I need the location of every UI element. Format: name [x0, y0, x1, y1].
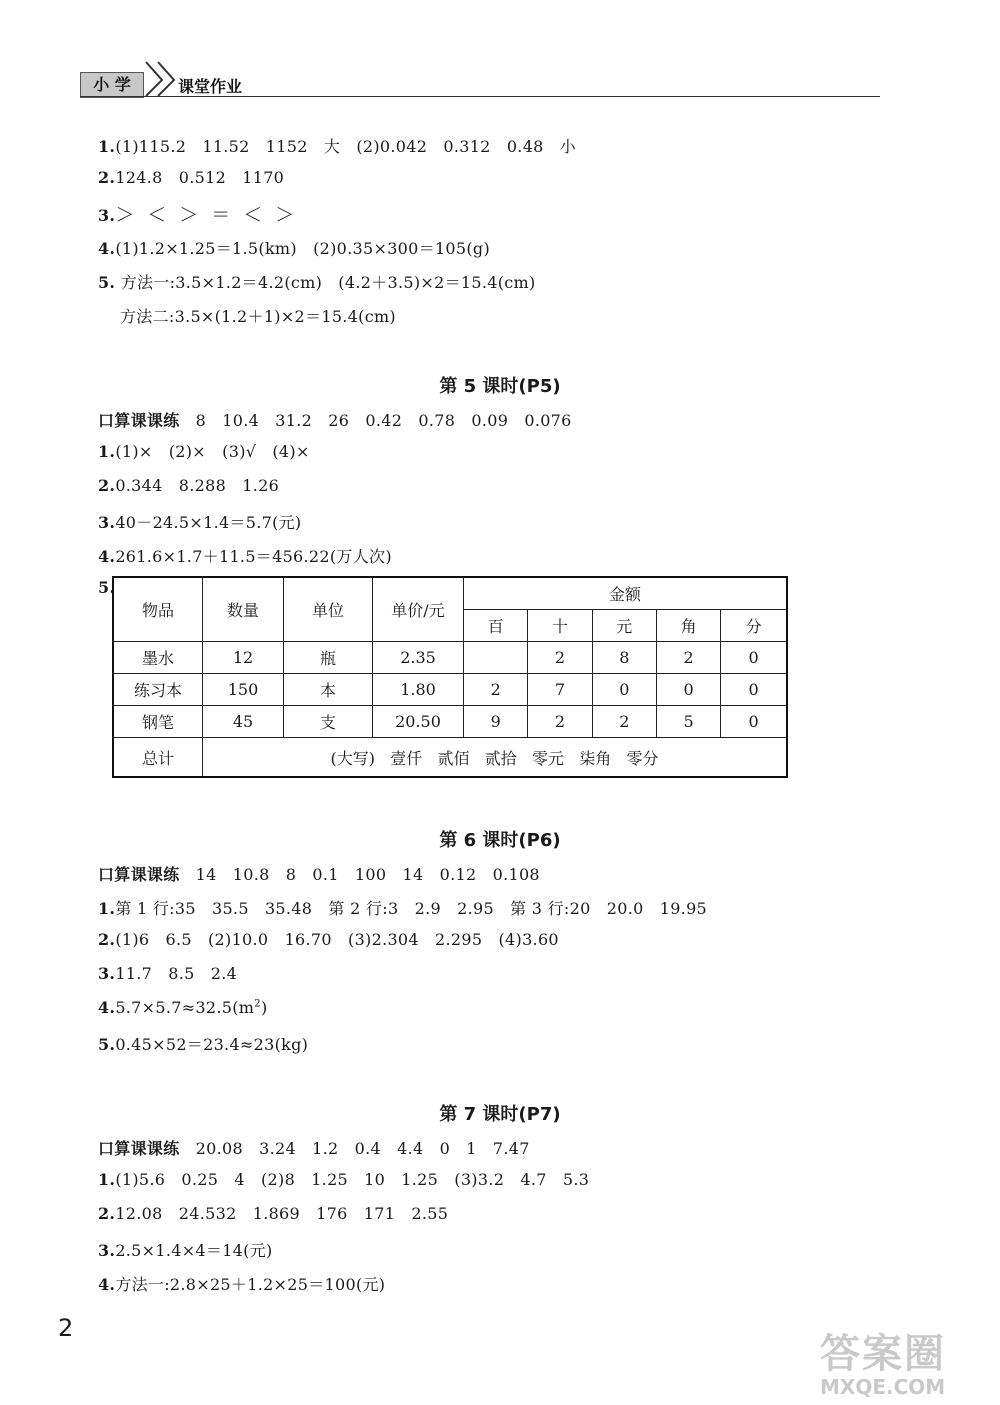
cell: 墨水 — [113, 642, 203, 674]
th-unit: 单位 — [284, 577, 373, 642]
s7-answer-2: 2.12.08 24.532 1.869 176 171 2.55 — [98, 1204, 449, 1223]
cell: 0 — [721, 674, 787, 706]
cell: 支 — [284, 706, 373, 738]
th-sub: 角 — [656, 610, 720, 642]
cell: 钢笔 — [113, 706, 203, 738]
book-title: 课堂作业 — [178, 77, 243, 96]
cell: 0 — [656, 674, 720, 706]
s5-answer-2: 2.0.344 8.288 1.26 — [98, 476, 280, 495]
total-label: 总计 — [113, 738, 203, 778]
s7-answer-1: 1.(1)5.6 0.25 4 (2)8 1.25 10 1.25 (3)3.2 4.7 5.3 — [98, 1170, 590, 1189]
th-sub: 十 — [528, 610, 592, 642]
cell: 2 — [528, 642, 592, 674]
th-sub: 元 — [592, 610, 656, 642]
s5-answer-1: 1.(1)× (2)× (3)√ (4)× — [98, 442, 310, 461]
total-text: (大写) 壹仟 贰佰 贰拾 零元 柒角 零分 — [203, 738, 788, 778]
section-title-5: 第 5 课时(P5) — [439, 376, 561, 397]
double-chevron-icon — [142, 60, 182, 96]
cell: 本 — [284, 674, 373, 706]
s6-answer-1: 1.第 1 行:35 35.5 35.48 第 2 行:3 2.9 2.95 第 3 行:20 20.0 19.95 — [98, 899, 708, 918]
watermark-url: MXQE.COM — [820, 1375, 946, 1399]
th-amount: 金额 — [464, 577, 788, 610]
cell: 2 — [656, 642, 720, 674]
table-row — [113, 706, 787, 738]
s6-answer-2: 2.(1)6 6.5 (2)10.0 16.70 (3)2.304 2.295 (4)3.60 — [98, 930, 559, 949]
answer-3: 3.＞ ＜ ＞ ＝ ＜ ＞ — [98, 204, 295, 226]
cell: 2 — [464, 674, 528, 706]
cell: 9 — [464, 706, 528, 738]
cell: 0 — [721, 642, 787, 674]
header-rule — [80, 96, 880, 97]
table-row — [113, 674, 787, 706]
s7-answer-3: 3.2.5×1.4×4＝14(元) — [98, 1241, 273, 1260]
s6-answer-5: 5.0.45×52＝23.4≈23(kg) — [98, 1035, 309, 1054]
cell: 练习本 — [113, 674, 203, 706]
cell: 20.50 — [373, 706, 464, 738]
table-row — [113, 642, 787, 674]
table-total-row — [113, 738, 787, 778]
cell: 8 — [592, 642, 656, 674]
cell: 瓶 — [284, 642, 373, 674]
cell: 7 — [528, 674, 592, 706]
cell: 150 — [203, 674, 284, 706]
cell: 2 — [528, 706, 592, 738]
answer-2: 2.124.8 0.512 1170 — [98, 168, 285, 187]
cell: 2.35 — [373, 642, 464, 674]
watermark — [820, 1322, 946, 1399]
th-qty: 数量 — [203, 577, 284, 642]
s5-answer-4: 4.261.6×1.7＋11.5＝456.22(万人次) — [98, 547, 392, 566]
cell: 45 — [203, 706, 284, 738]
oral-practice-5: 口算课课练 8 10.4 31.2 26 0.42 0.78 0.09 0.076 — [98, 411, 572, 430]
cell: 5 — [656, 706, 720, 738]
oral-practice-7: 口算课课练 20.08 3.24 1.2 0.4 4.4 0 1 7.47 — [98, 1139, 530, 1158]
answer-5: 5. 方法一:3.5×1.2＝4.2(cm) (4.2＋3.5)×2＝15.4(cm) — [98, 273, 536, 292]
page-header — [80, 58, 880, 98]
answer-4: 4.(1)1.2×1.25＝1.5(km) (2)0.35×300＝105(g) — [98, 239, 491, 258]
th-item: 物品 — [113, 577, 203, 642]
th-sub: 百 — [464, 610, 528, 642]
s6-answer-4: $4.5.7\times 5.7\approx 32.5(m^2)$ — [98, 998, 268, 1017]
s7-answer-4: 4.方法一:2.8×25＋1.2×25＝100(元) — [98, 1275, 386, 1294]
answer-5-method-2: 方法二:3.5×(1.2＋1)×2＝15.4(cm) — [120, 307, 396, 326]
page-number: 2 — [58, 1314, 74, 1342]
watermark-logo: 答案圈 — [820, 1331, 946, 1377]
s6-answer-3: 3.11.7 8.5 2.4 — [98, 964, 238, 983]
price-table — [112, 576, 788, 778]
cell — [464, 642, 528, 674]
section-title-7: 第 7 课时(P7) — [439, 1104, 561, 1125]
th-sub: 分 — [721, 610, 787, 642]
cell: 2 — [592, 706, 656, 738]
section-title-6: 第 6 课时(P6) — [439, 830, 561, 851]
s5-answer-3: 3.40－24.5×1.4＝5.7(元) — [98, 513, 302, 532]
level-tag: 小 学 — [80, 72, 144, 98]
cell: 0 — [721, 706, 787, 738]
oral-practice-6: 口算课课练 14 10.8 8 0.1 100 14 0.12 0.108 — [98, 865, 540, 884]
cell: 0 — [592, 674, 656, 706]
cell: 1.80 — [373, 674, 464, 706]
cell: 12 — [203, 642, 284, 674]
s5-answer-5-label: 5. — [98, 578, 116, 597]
th-price: 单价/元 — [373, 577, 464, 642]
answer-1: 1.(1)115.2 11.52 1152 大 (2)0.042 0.312 0.48 小 — [98, 137, 577, 156]
